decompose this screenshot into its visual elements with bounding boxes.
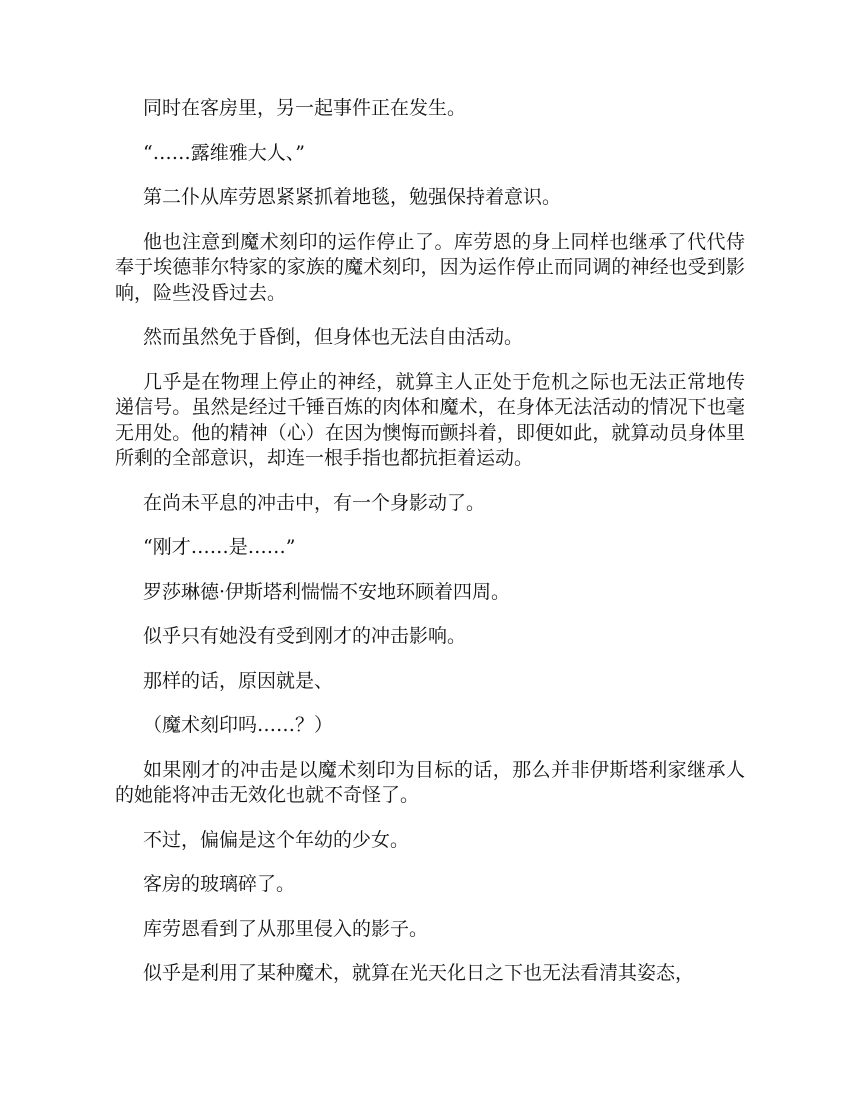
paragraph-3: 第二仆从库劳恩紧紧抓着地毯，勉强保持着意识。 bbox=[143, 186, 562, 208]
paragraph-6: 几乎是在物理上停止的神经，就算主人正处于危机之际也无法正常地传递信号。虽然是经过千锤百炼的肉体和魔术，在身体无法活动的情况下也毫无用处。他的精神（心）在因为懊悔而颤抖着，即便如此，就算动员身体里所剩的全部意识，却连一根手指也都抗拒着运动。 bbox=[115, 370, 745, 469]
paragraph-13: 如果刚才的冲击是以魔术刻印为目标的话，那么并非伊斯塔利家继承人的她能将冲击无效化也就不奇怪了。 bbox=[115, 758, 745, 806]
paragraph-5: 然而虽然免于昏倒，但身体也无法自由活动。 bbox=[143, 326, 524, 348]
paragraph-1: 同时在客房里，另一起事件正在发生。 bbox=[143, 97, 467, 119]
paragraph-14: 不过，偏偏是这个年幼的少女。 bbox=[143, 828, 410, 851]
paragraph-10: 似乎只有她没有受到刚才的冲击影响。 bbox=[143, 625, 467, 647]
paragraph-2: “……露维雅大人、” bbox=[143, 141, 305, 164]
paragraph-11: 那样的话，原因就是、 bbox=[143, 669, 334, 692]
paragraph-8: “刚才……是……” bbox=[143, 536, 296, 558]
paragraph-15: 客房的玻璃碎了。 bbox=[143, 873, 296, 895]
document-page bbox=[115, 96, 745, 1006]
paragraph-4: 他也注意到魔术刻印的运作停止了。库劳恩的身上同样也继承了代代侍奉于埃德菲尔特家的家族的魔术刻印，因为运作停止而同调的神经也受到影响，险些没昏过去。 bbox=[115, 230, 745, 304]
paragraph-16: 库劳恩看到了从那里侵入的影子。 bbox=[143, 917, 429, 940]
paragraph-7: 在尚未平息的冲击中，有一个身影动了。 bbox=[143, 491, 486, 514]
paragraph-12: （魔术刻印吗……？） bbox=[143, 714, 334, 736]
paragraph-9: 罗莎琳德·伊斯塔利惴惴不安地环顾着四周。 bbox=[143, 580, 511, 603]
paragraph-17: 似乎是利用了某种魔术，就算在光天化日之下也无法看清其姿态， bbox=[143, 962, 695, 984]
